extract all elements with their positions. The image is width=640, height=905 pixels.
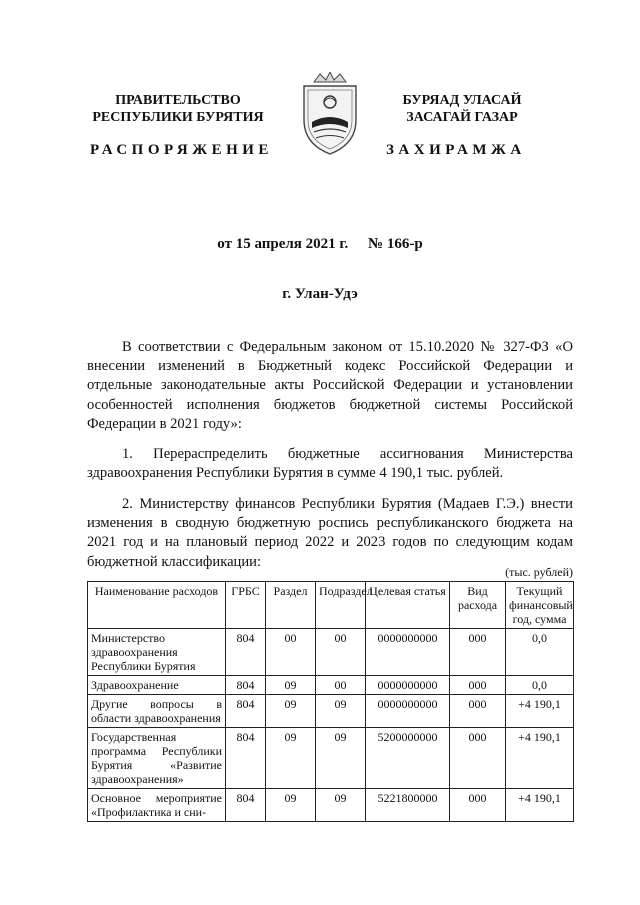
coat-of-arms-emblem xyxy=(300,72,360,158)
right-org-title xyxy=(362,92,562,126)
table-row xyxy=(88,728,574,789)
cell-grbs: 804 xyxy=(226,629,266,676)
budget-table xyxy=(87,581,574,822)
cell-subsection: 09 xyxy=(316,789,366,822)
cell-subsection: 00 xyxy=(316,676,366,695)
header-section: Раздел xyxy=(266,582,316,629)
cell-name: Основное мероприятие «Профилактика и сни- xyxy=(88,789,226,822)
document-number: № 166-р xyxy=(368,236,423,252)
cell-subsection: 00 xyxy=(316,629,366,676)
header-name: Наименование расходов xyxy=(88,582,226,629)
cell-amount: 0,0 xyxy=(506,629,574,676)
cell-section: 09 xyxy=(266,695,316,728)
cell-section: 09 xyxy=(266,728,316,789)
cell-target: 5221800000 xyxy=(366,789,450,822)
cell-grbs: 804 xyxy=(226,676,266,695)
cell-name: Министерство здравоохранения Республики Бурятия xyxy=(88,629,226,676)
cell-section: 09 xyxy=(266,676,316,695)
cell-amount: +4 190,1 xyxy=(506,789,574,822)
header-grbs: ГРБС xyxy=(226,582,266,629)
table-row xyxy=(88,695,574,728)
table-header-row xyxy=(88,582,574,629)
cell-grbs: 804 xyxy=(226,789,266,822)
cell-name: Другие вопросы в области здравоохранения xyxy=(88,695,226,728)
right-org-line1: БУРЯАД УЛАСАЙ xyxy=(402,93,522,108)
left-org-title xyxy=(78,92,278,126)
cell-kind: 000 xyxy=(450,728,506,789)
table-row xyxy=(88,789,574,822)
cell-section: 09 xyxy=(266,789,316,822)
doctype-left: РАСПОРЯЖЕНИЕ xyxy=(90,142,273,158)
cell-target: 5200000000 xyxy=(366,728,450,789)
left-org-line2: РЕСПУБЛИКИ БУРЯТИЯ xyxy=(92,110,264,125)
cell-kind: 000 xyxy=(450,695,506,728)
doctype-right: ЗАХИРАМЖА xyxy=(386,142,526,158)
document-city: г. Улан-Удэ xyxy=(282,286,358,302)
cell-section: 00 xyxy=(266,629,316,676)
cell-kind: 000 xyxy=(450,629,506,676)
header-subsection: Подраздел xyxy=(316,582,366,629)
cell-grbs: 804 xyxy=(226,728,266,789)
cell-subsection: 09 xyxy=(316,695,366,728)
document-dateline xyxy=(0,236,640,253)
cell-subsection: 09 xyxy=(316,728,366,789)
item-1-paragraph: 1. Перераспределить бюджетные ассигнования Министерства здравоохранения Республики Бурятия в сумме 4 190,1 тыс. рублей. xyxy=(87,446,573,482)
item-2-paragraph: 2. Министерству финансов Республики Бурятия (Мадаев Г.Э.) внести изменения в сводную бюджетную роспись республиканского бюджета на 2021 год и на плановый период 2022 и 2023 годов по следующим кодам бюджетной классификации: xyxy=(87,496,573,570)
cell-amount: +4 190,1 xyxy=(506,728,574,789)
left-org-line1: ПРАВИТЕЛЬСТВО xyxy=(115,93,241,108)
header-amount: Текущий финансовый год, сумма xyxy=(506,582,574,629)
header-kind: Вид расхода xyxy=(450,582,506,629)
cell-grbs: 804 xyxy=(226,695,266,728)
cell-kind: 000 xyxy=(450,676,506,695)
page-bottom-margin xyxy=(0,850,640,905)
cell-amount: +4 190,1 xyxy=(506,695,574,728)
table-row xyxy=(88,629,574,676)
cell-kind: 000 xyxy=(450,789,506,822)
cell-target: 0000000000 xyxy=(366,629,450,676)
document-date: от 15 апреля 2021 г. xyxy=(217,236,349,252)
table-row xyxy=(88,676,574,695)
cell-amount: 0,0 xyxy=(506,676,574,695)
cell-name: Государственная программа Республики Бурятия «Развитие здравоохранения» xyxy=(88,728,226,789)
cell-name: Здравоохранение xyxy=(88,676,226,695)
cell-target: 0000000000 xyxy=(366,695,450,728)
units-label: (тыс. рублей) xyxy=(505,565,573,579)
right-org-line2: ЗАСАГАЙ ГАЗАР xyxy=(406,110,518,125)
header-target: Целевая статья xyxy=(366,582,450,629)
cell-target: 0000000000 xyxy=(366,676,450,695)
intro-paragraph: В соответствии с Федеральным законом от 15.10.2020 № 327-ФЗ «О внесении изменений в Бюджетный кодекс Российской Федерации и отдельные законодательные акты Российской Федерации и установлении особенностей исполнения бюджетов бюджетной системы Российской Федерации в 2021 году»: xyxy=(87,339,573,432)
